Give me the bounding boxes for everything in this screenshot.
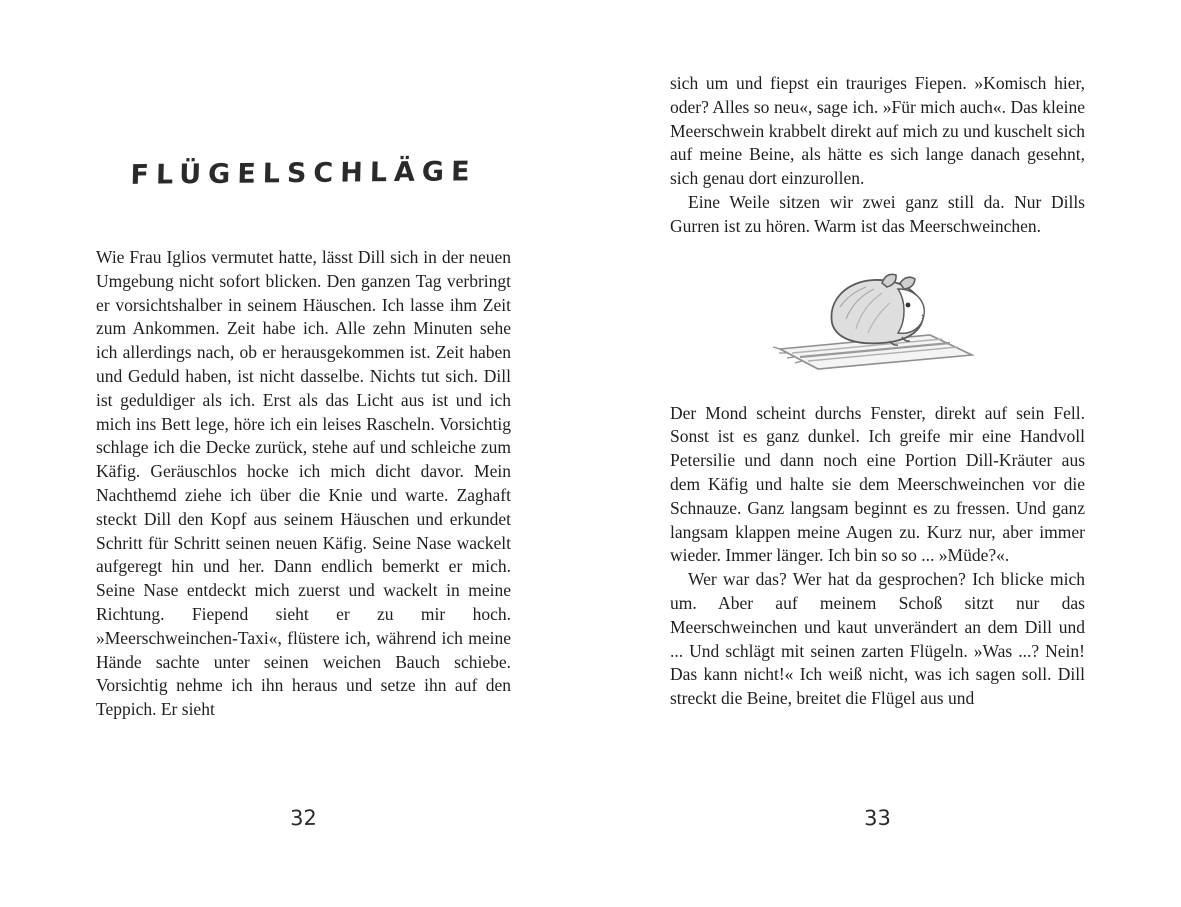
paragraph: Wie Frau Iglios vermutet hatte, lässt Dill sich in der neuen Umgebung nicht sofort blicken. Den ganzen Tag verbringt er vorsichtshalber in seinem Häuschen. Ich lasse ihm Zeit zum Ankommen. Zeit habe ich. Alle zehn Minuten sehe ich allerdings nach, ob er herausgekommen ist. Zeit haben und Geduld haben, ist nicht dasselbe. Nichts tut sich. Dill ist geduldiger als ich. Erst als das Licht aus ist und ich mich ins Bett lege, höre ich ein leises Rascheln. Vorsichtig schlage ich die Decke zurück, stehe auf und schleiche zum Käfig. Geräuschlos hocke ich mich dicht davor. Mein Nachthemd ziehe ich über die Knie und warte. Zaghaft steckt Dill den Kopf aus seinem Häuschen und erkundet Schritt für Schritt seinen neuen Käfig. Seine Nase wackelt aufgeregt hin und her. Dann endlich bemerkt er mich. Seine Nase entdeckt mich zuerst und wackelt in meine Richtung. Fiepend sieht er zu mir hoch. »Meerschweinchen-Taxi«, flüstere ich, während ich meine Hände sachte unter seinen weichen Bauch schiebe. Vorsichtig nehme ich ihn heraus und setze ihn auf den Teppich. Er sieht: [96, 247, 511, 720]
left-page: [96, 0, 511, 907]
guinea-pig-illustration: [770, 261, 985, 376]
right-page-text: [670, 72, 1085, 711]
left-page-text: [96, 246, 511, 722]
right-page: [670, 0, 1085, 907]
paragraph: Eine Weile sitzen wir zwei ganz still da. Nur Dills Gurren ist zu hören. Warm ist das Meerschweinchen.: [670, 191, 1085, 236]
guinea-pig-on-mat-icon: [770, 261, 985, 376]
chapter-title: FLÜGELSCHLÄGE: [130, 156, 477, 191]
right-page-number: 33: [863, 805, 892, 831]
left-page-number: 32: [289, 805, 318, 831]
paragraph: Der Mond scheint durchs Fenster, direkt auf sein Fell. Sonst ist es ganz dunkel. Ich greife mir eine Handvoll Petersilie und dann noch eine Portion Dill-Kräuter aus dem Käfig und halte sie dem Meerschweinchen vor die Schnauze. Ganz langsam beginnt es zu fressen. Und ganz langsam klappen meine Augen zu. Kurz nur, aber immer wieder. Immer länger. Ich bin so so ... »Müde?«.: [670, 402, 1085, 566]
paragraph: Wer war das? Wer hat da gesprochen? Ich blicke mich um. Aber auf meinem Schoß sitzt nur das Meerschweinchen und kaut unverändert an dem Dill und ... Und schlägt mit seinen zarten Flügeln. »Was ...? Nein! Das kann nicht!« Ich weiß nicht, was ich sagen soll. Dill streckt die Beine, breitet die Flügel aus und: [670, 569, 1085, 709]
paragraph: sich um und fiepst ein trauriges Fiepen. »Komisch hier, oder? Alles so neu«, sage ich. »Für mich auch«. Das kleine Meerschwein krabbelt direkt auf mich zu und kuschelt sich auf meine Beine, als hätte es sich lange danach gesehnt, sich genau dort einzurollen.: [670, 73, 1085, 189]
